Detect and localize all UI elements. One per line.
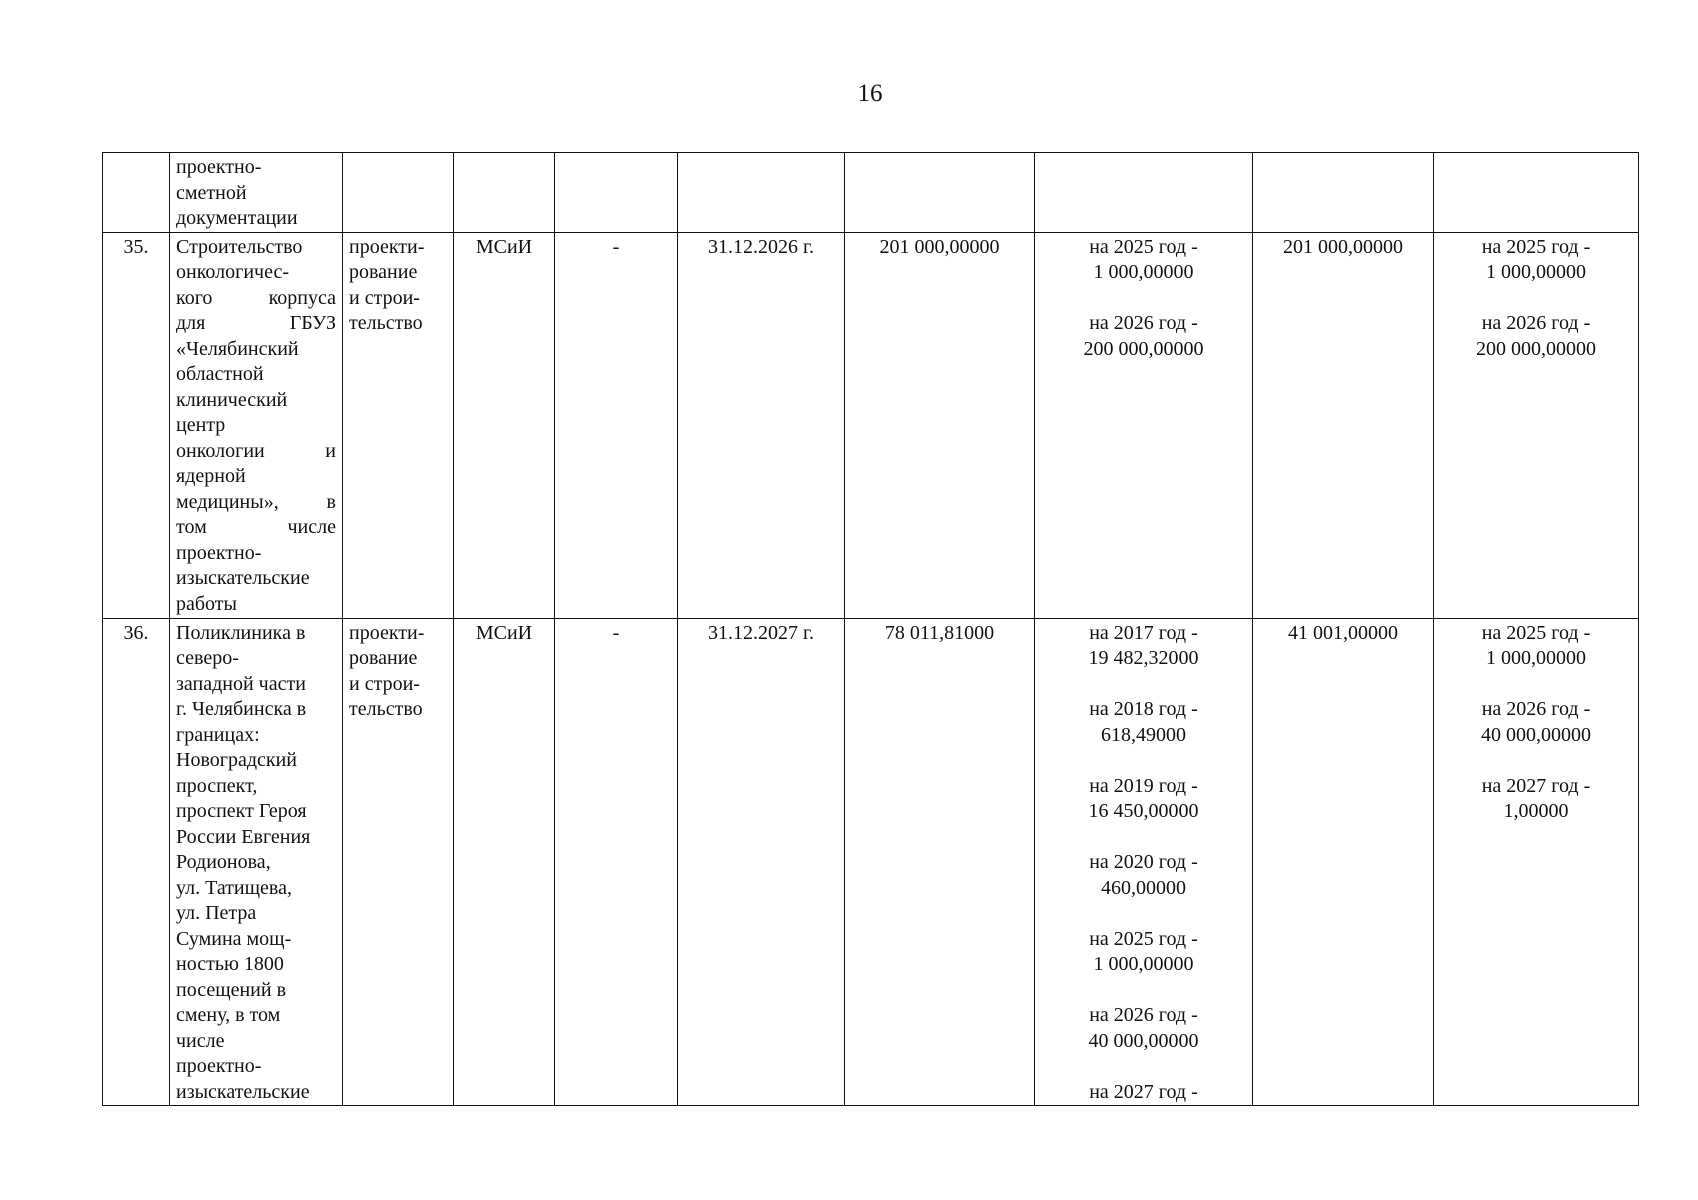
line-gap bbox=[1041, 286, 1246, 312]
cell-line: сметной bbox=[176, 181, 247, 204]
cell-line: Строительство bbox=[176, 235, 303, 258]
cell-object-name bbox=[170, 618, 343, 1106]
cell-line: кого корпуса bbox=[176, 286, 336, 309]
line-gap bbox=[1440, 286, 1632, 312]
cell-line: проекти- bbox=[349, 235, 425, 258]
cell-line: проекти- bbox=[349, 621, 425, 644]
cell-line: областной bbox=[176, 363, 264, 385]
cell-work-type bbox=[343, 153, 454, 233]
cell-line: на 2026 год - bbox=[1089, 312, 1198, 334]
cell-funding-plan bbox=[1434, 618, 1639, 1106]
cell-line: на 2025 год - bbox=[1481, 621, 1591, 644]
cell-line: онкологии и bbox=[176, 439, 336, 462]
cell-line: 1 000,00000 bbox=[1093, 261, 1194, 283]
cell-line: 200 000,00000 bbox=[1083, 337, 1204, 360]
cell-line: на 2017 год - bbox=[1089, 621, 1198, 644]
cell-line: на 2026 год - bbox=[1481, 698, 1591, 720]
cell-line: России Евгения bbox=[176, 825, 311, 848]
cell-line: проектно- bbox=[176, 156, 262, 178]
cell-dash bbox=[555, 153, 678, 233]
cell-line: изыскательские bbox=[176, 567, 310, 589]
cell-deadline: 31.12.2027 г. bbox=[678, 618, 845, 1106]
cell-line: западной части bbox=[176, 672, 306, 695]
cell-line: рование bbox=[349, 261, 418, 283]
cell-line: на 2026 год - bbox=[1481, 312, 1591, 334]
cell-line: 40 000,00000 bbox=[1088, 1029, 1199, 1052]
cell-line: Новоградский bbox=[176, 749, 298, 771]
cell-line: на 2019 год - bbox=[1089, 774, 1198, 797]
cell-line: границах: bbox=[176, 723, 260, 746]
cell-total-cost: 201 000,00000 bbox=[845, 232, 1035, 618]
cell-line: 19 482,32000 bbox=[1088, 647, 1199, 669]
table-row-continuation bbox=[103, 153, 1639, 233]
line-gap bbox=[1041, 978, 1246, 1004]
line-gap bbox=[1440, 748, 1632, 774]
cell-line: онкологичес- bbox=[176, 261, 289, 283]
cell-work-type bbox=[343, 618, 454, 1106]
table-row-35 bbox=[103, 232, 1639, 618]
table-row-36 bbox=[103, 618, 1639, 1106]
cell-line: том числе bbox=[176, 516, 336, 538]
cell-num: 35. bbox=[103, 232, 170, 618]
cell-line: изыскательские bbox=[176, 1080, 310, 1103]
cell-line: 16 450,00000 bbox=[1088, 800, 1199, 822]
cell-line: проектно- bbox=[176, 541, 262, 564]
line-gap bbox=[1041, 825, 1246, 851]
cell-line: ядерной bbox=[176, 465, 246, 487]
cell-funding-plan bbox=[1434, 153, 1639, 233]
objects-table bbox=[102, 152, 1639, 1106]
cell-line: на 2027 год - bbox=[1089, 1080, 1198, 1103]
cell-total-cost: 78 011,81000 bbox=[845, 618, 1035, 1106]
cell-remaining bbox=[1253, 153, 1434, 233]
cell-line: тельство bbox=[349, 312, 423, 334]
cell-line: на 2025 год - bbox=[1481, 235, 1591, 258]
line-gap bbox=[1041, 1054, 1246, 1080]
cell-line: 40 000,00000 bbox=[1481, 723, 1591, 746]
cell-deadline: 31.12.2026 г. bbox=[678, 232, 845, 618]
page-number: 16 bbox=[857, 80, 883, 107]
cell-line: 200 000,00000 bbox=[1476, 337, 1596, 360]
cell-funding-prev bbox=[1035, 618, 1253, 1106]
line-gap bbox=[1041, 672, 1246, 698]
cell-line: центр bbox=[176, 414, 226, 436]
cell-line: и строи- bbox=[349, 286, 420, 309]
cell-line: 1 000,00000 bbox=[1093, 953, 1194, 975]
cell-line: посещений в bbox=[176, 978, 287, 1001]
cell-line: на 2026 год - bbox=[1089, 1004, 1198, 1026]
cell-line: 1 000,00000 bbox=[1486, 261, 1586, 283]
cell-line: работы bbox=[176, 592, 237, 615]
cell-line: тельство bbox=[349, 698, 423, 720]
cell-line: ул. Татищева, bbox=[176, 876, 292, 899]
cell-line: на 2025 год - bbox=[1089, 927, 1198, 950]
cell-line: Родионова, bbox=[176, 851, 271, 873]
cell-line: Поликлиника в bbox=[176, 621, 306, 644]
cell-customer: МСиИ bbox=[454, 232, 555, 618]
cell-line: 1 000,00000 bbox=[1486, 647, 1586, 669]
cell-line: «Челябинский bbox=[176, 337, 299, 360]
cell-remaining: 41 001,00000 bbox=[1253, 618, 1434, 1106]
cell-customer: МСиИ bbox=[454, 618, 555, 1106]
cell-customer bbox=[454, 153, 555, 233]
cell-funding-prev bbox=[1035, 153, 1253, 233]
cell-work-type bbox=[343, 232, 454, 618]
cell-deadline bbox=[678, 153, 845, 233]
cell-remaining: 201 000,00000 bbox=[1253, 232, 1434, 618]
cell-line: 618,49000 bbox=[1101, 723, 1186, 746]
cell-funding-prev bbox=[1035, 232, 1253, 618]
cell-line: 460,00000 bbox=[1101, 876, 1186, 899]
cell-line: числе bbox=[176, 1029, 225, 1052]
cell-line: медицины», в bbox=[176, 490, 336, 513]
cell-line: ностью 1800 bbox=[176, 953, 284, 975]
cell-line: на 2020 год - bbox=[1089, 851, 1198, 873]
cell-line: на 2018 год - bbox=[1089, 698, 1198, 720]
cell-object-name bbox=[170, 232, 343, 618]
line-gap bbox=[1041, 748, 1246, 774]
cell-line: на 2025 год - bbox=[1089, 235, 1198, 258]
cell-line: клинический bbox=[176, 388, 288, 411]
cell-line: для ГБУЗ bbox=[176, 312, 336, 334]
cell-line: проектно- bbox=[176, 1055, 262, 1077]
cell-line: Сумина мощ- bbox=[176, 927, 292, 950]
cell-num: 36. bbox=[103, 618, 170, 1106]
cell-line: г. Челябинска в bbox=[176, 698, 307, 720]
cell-funding-plan bbox=[1434, 232, 1639, 618]
cell-num bbox=[103, 153, 170, 233]
cell-dash: - bbox=[555, 232, 678, 618]
cell-line: северо- bbox=[176, 647, 239, 669]
cell-line: рование bbox=[349, 647, 418, 669]
cell-line: и строи- bbox=[349, 672, 420, 695]
cell-object-name bbox=[170, 153, 343, 233]
cell-line: документации bbox=[176, 207, 298, 229]
cell-dash: - bbox=[555, 618, 678, 1106]
cell-total-cost bbox=[845, 153, 1035, 233]
line-gap bbox=[1041, 901, 1246, 927]
cell-line: 1,00000 bbox=[1503, 800, 1569, 822]
cell-line: ул. Петра bbox=[176, 902, 257, 924]
line-gap bbox=[1440, 672, 1632, 698]
cell-line: проспект Героя bbox=[176, 800, 307, 822]
cell-line: проспект, bbox=[176, 774, 258, 797]
cell-line: смену, в том bbox=[176, 1004, 281, 1026]
cell-line: на 2027 год - bbox=[1481, 774, 1591, 797]
